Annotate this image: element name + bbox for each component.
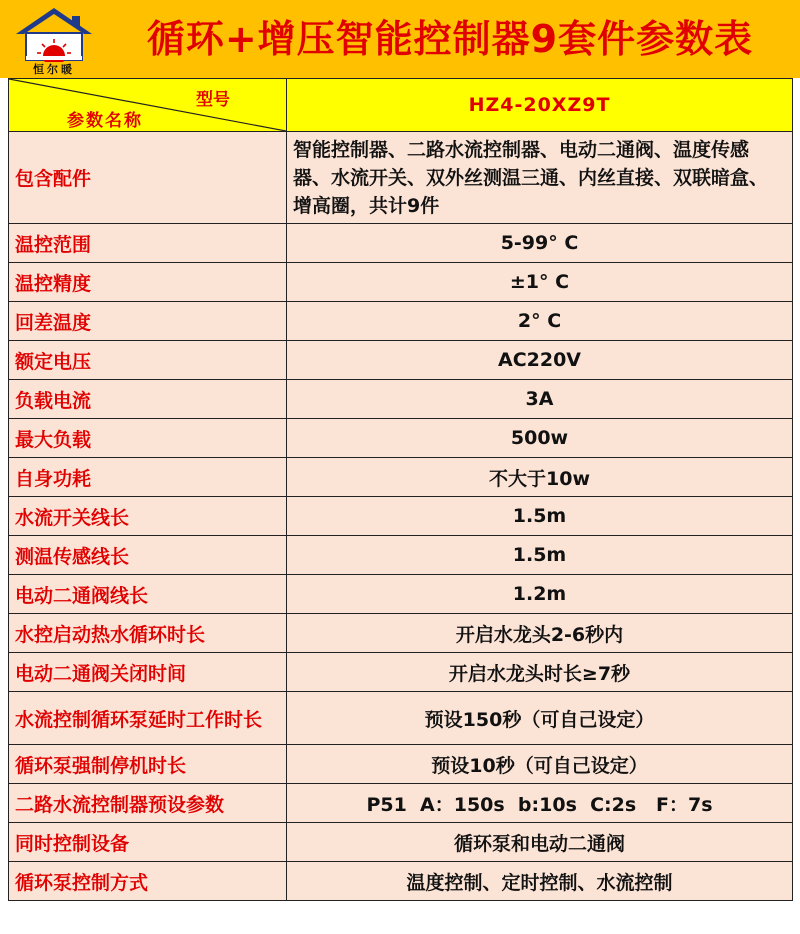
page-title: 循环+增压智能控制器9套件参数表 <box>146 17 754 61</box>
model-column-label: 型号 <box>196 90 230 110</box>
brand-logo <box>12 6 96 76</box>
param-value: 预设10秒（可自己设定） <box>287 745 793 784</box>
param-row <box>9 302 793 341</box>
param-value: 1.5m <box>287 497 793 536</box>
diagonal-header-cell <box>9 79 287 132</box>
param-name: 负载电流 <box>9 380 287 419</box>
param-value: ±1° C <box>287 263 793 302</box>
parameter-table <box>8 78 793 901</box>
param-name: 测温传感线长 <box>9 536 287 575</box>
header-banner <box>0 0 800 78</box>
param-row <box>9 419 793 458</box>
house-sun-icon <box>12 6 96 62</box>
param-row <box>9 497 793 536</box>
param-row <box>9 224 793 263</box>
param-row <box>9 745 793 784</box>
param-row <box>9 341 793 380</box>
brand-name: 恒尔暖 <box>33 63 75 76</box>
param-name: 最大负载 <box>9 419 287 458</box>
param-column-label: 参数名称 <box>67 111 143 131</box>
param-name: 电动二通阀线长 <box>9 575 287 614</box>
param-name: 温控范围 <box>9 224 287 263</box>
param-name: 水流控制循环泵延时工作时长 <box>9 692 287 745</box>
diagonal-line <box>9 79 286 131</box>
param-row <box>9 614 793 653</box>
param-value: 3A <box>287 380 793 419</box>
param-row <box>9 653 793 692</box>
param-row <box>9 263 793 302</box>
param-value: AC220V <box>287 341 793 380</box>
param-value: 智能控制器、二路水流控制器、电动二通阀、温度传感器、水流开关、双外丝测温三通、内丝直接、双联暗盒、增高圈，共计9件 <box>287 132 793 224</box>
param-value: 温度控制、定时控制、水流控制 <box>287 862 793 901</box>
param-name: 电动二通阀关闭时间 <box>9 653 287 692</box>
param-value: 2° C <box>287 302 793 341</box>
param-row <box>9 784 793 823</box>
param-name: 同时控制设备 <box>9 823 287 862</box>
param-row <box>9 132 793 224</box>
param-name: 温控精度 <box>9 263 287 302</box>
param-value: 开启水龙头时长≥7秒 <box>287 653 793 692</box>
param-row <box>9 536 793 575</box>
param-name: 额定电压 <box>9 341 287 380</box>
param-name: 自身功耗 <box>9 458 287 497</box>
param-name: 回差温度 <box>9 302 287 341</box>
param-value: 循环泵和电动二通阀 <box>287 823 793 862</box>
param-row <box>9 862 793 901</box>
param-name: 二路水流控制器预设参数 <box>9 784 287 823</box>
param-row <box>9 823 793 862</box>
param-name: 循环泵控制方式 <box>9 862 287 901</box>
param-row <box>9 380 793 419</box>
param-name: 包含配件 <box>9 132 287 224</box>
param-name: 水流开关线长 <box>9 497 287 536</box>
param-value: P51 A：150s b:10s C:2s F：7s <box>287 784 793 823</box>
param-value: 开启水龙头2-6秒内 <box>287 614 793 653</box>
param-value: 不大于10w <box>287 458 793 497</box>
param-name: 水控启动热水循环时长 <box>9 614 287 653</box>
param-value: 1.5m <box>287 536 793 575</box>
param-name: 循环泵强制停机时长 <box>9 745 287 784</box>
param-row <box>9 575 793 614</box>
param-value: 预设150秒（可自己设定） <box>287 692 793 745</box>
param-value: 1.2m <box>287 575 793 614</box>
model-header-row <box>9 79 793 132</box>
model-number: HZ4-20XZ9T <box>287 79 793 132</box>
param-value: 5-99° C <box>287 224 793 263</box>
param-value: 500w <box>287 419 793 458</box>
param-row <box>9 692 793 745</box>
param-row <box>9 458 793 497</box>
